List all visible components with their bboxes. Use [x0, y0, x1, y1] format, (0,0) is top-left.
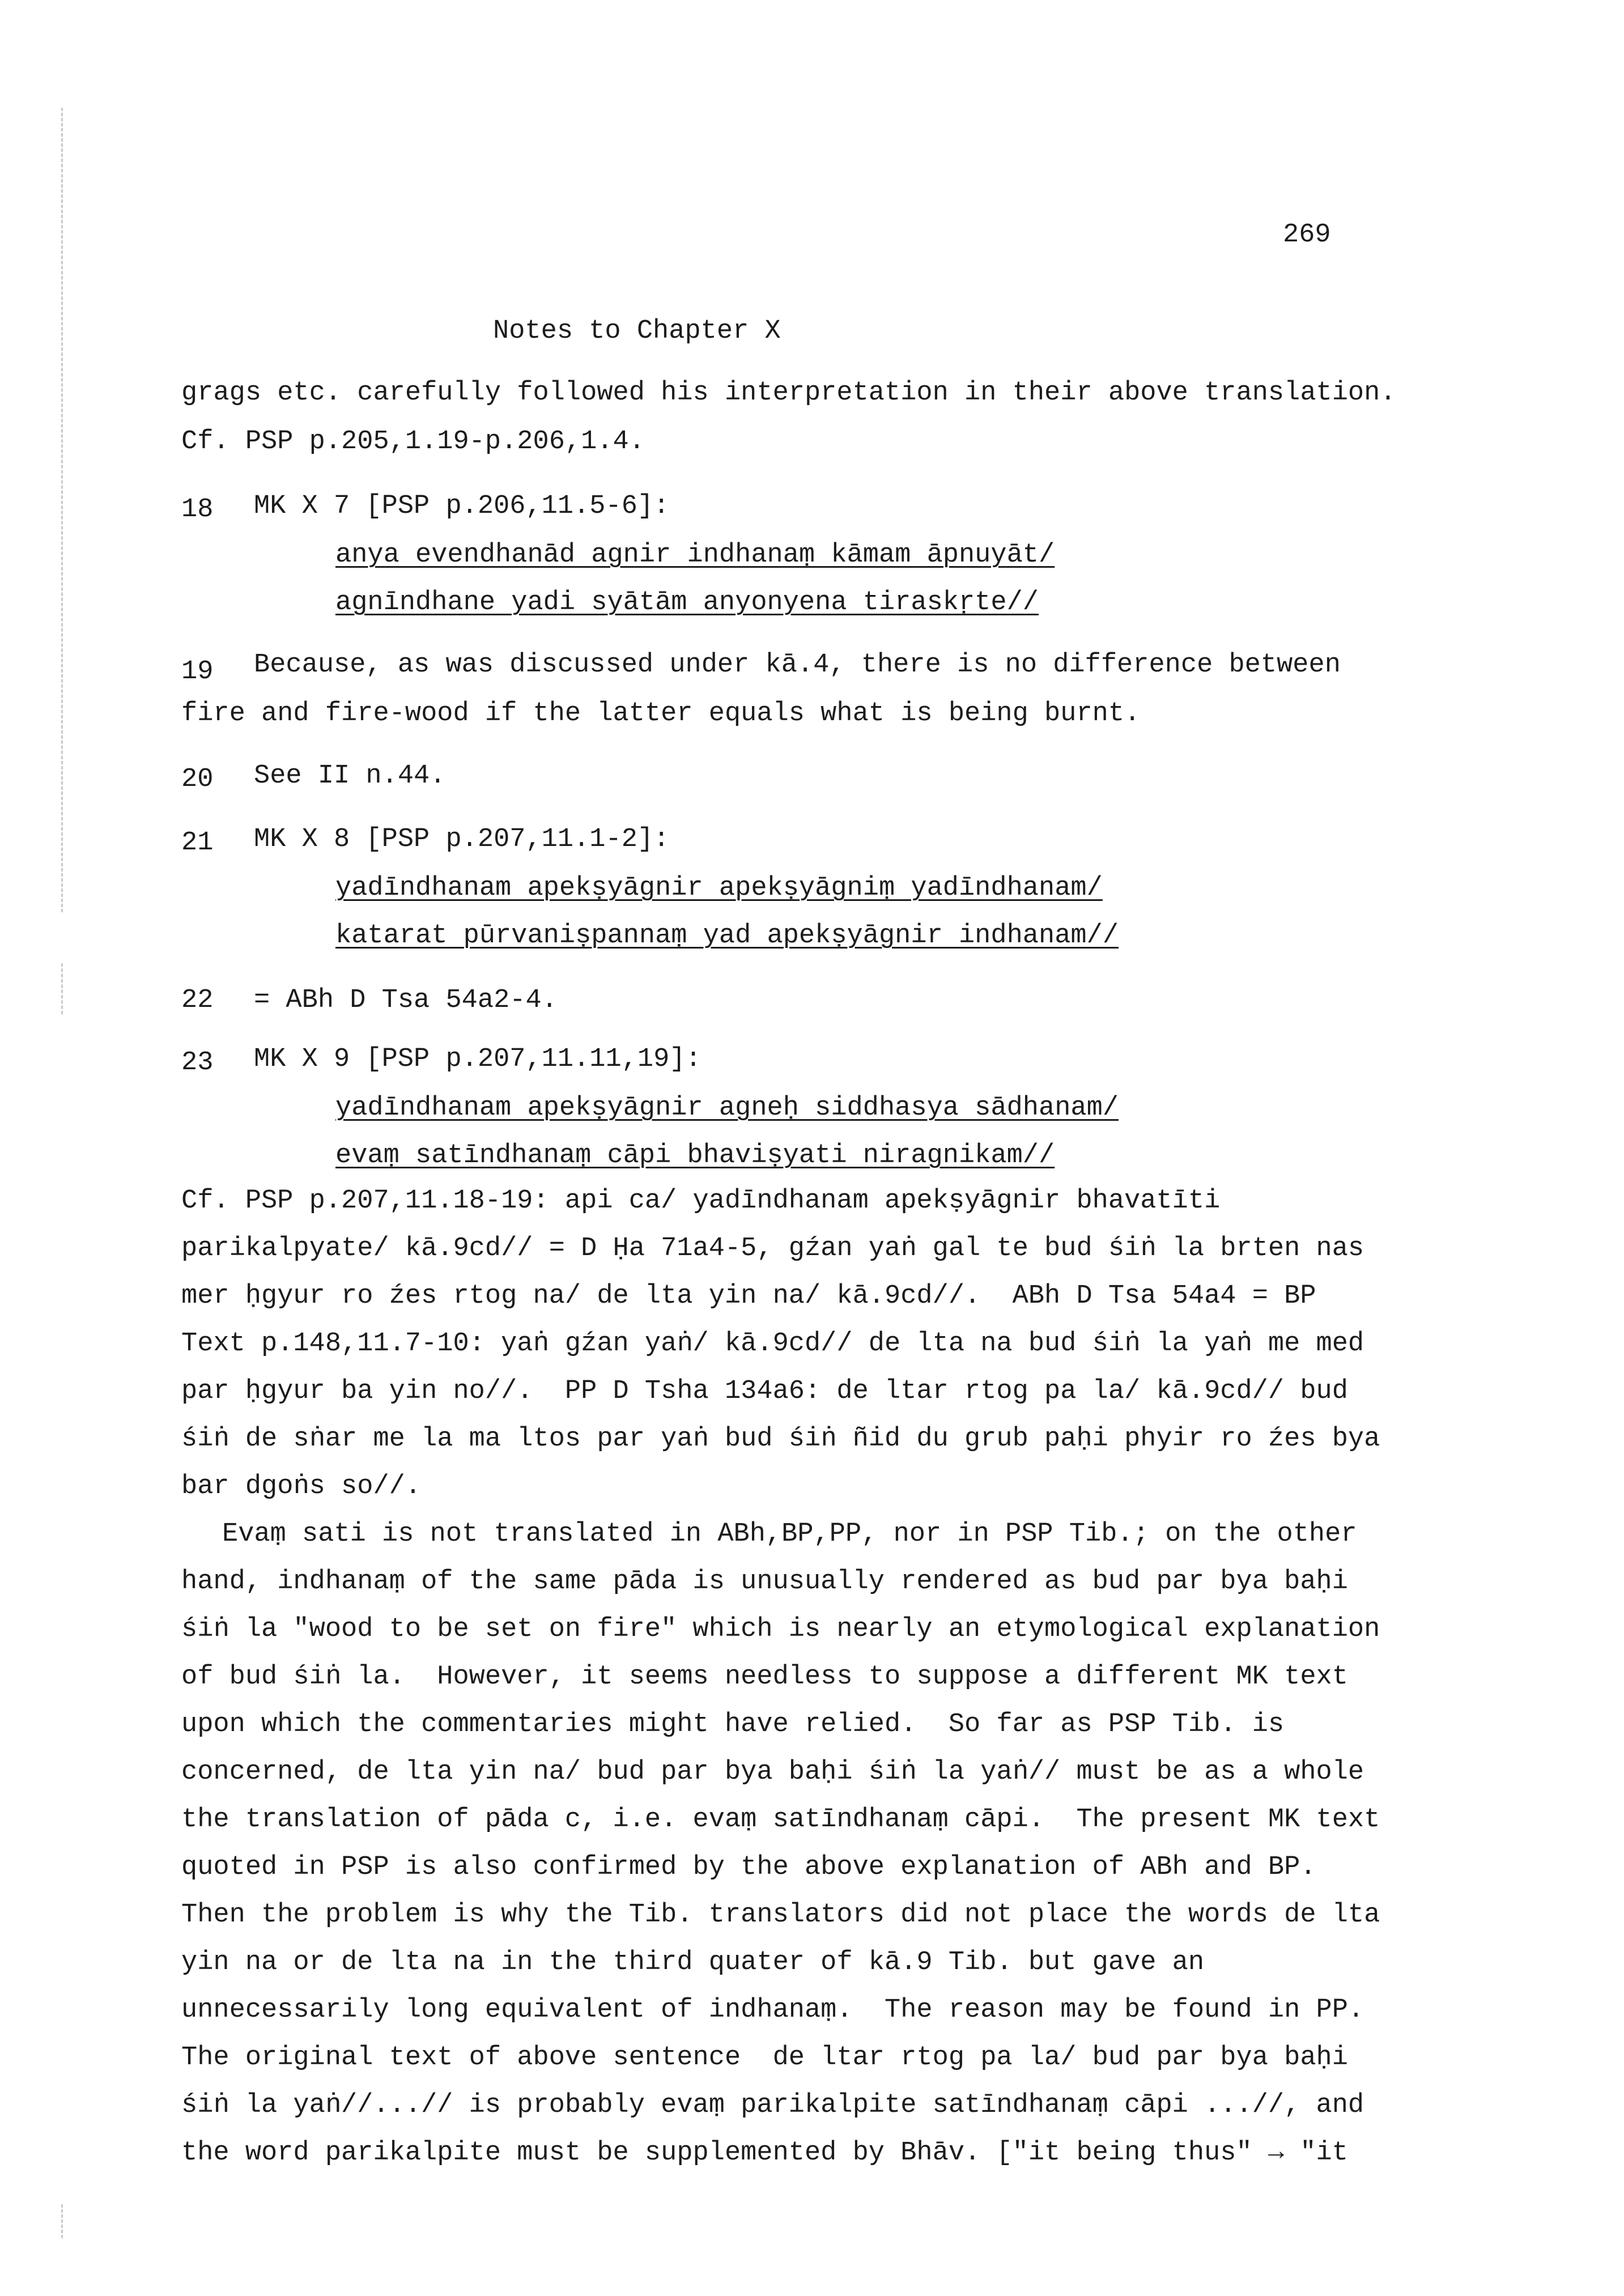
- note-number: 20: [181, 764, 214, 794]
- text-line: parikalpyate/ kā.9cd// = D Ḥa 71a4-5, gźan yaṅ gal te bud śiṅ la brten nas: [181, 1234, 1364, 1264]
- verse-line: yadīndhanam apekṣyāgnir apekṣyāgniṃ yadīndhanam/: [335, 873, 1103, 903]
- text-line: śiṅ la yaṅ//...// is probably evaṃ parikalpite satīndhanaṃ cāpi ...//, and: [181, 2090, 1364, 2120]
- page-heading: Notes to Chapter X: [493, 316, 781, 346]
- note-number: 23: [181, 1048, 214, 1078]
- text-line: the translation of pāda c, i.e. evaṃ satīndhanaṃ cāpi. The present MK text: [181, 1805, 1380, 1835]
- text-line: The original text of above sentence de ltar rtog pa la/ bud par bya baḥi: [181, 2043, 1348, 2073]
- text-line: See II n.44.: [254, 761, 446, 791]
- text-line: Evaṃ sati is not translated in ABh,BP,PP, nor in PSP Tib.; on the other: [222, 1519, 1357, 1549]
- text-line: mer ḥgyur ro źes rtog na/ de lta yin na/ kā.9cd//. ABh D Tsa 54a4 = BP: [181, 1281, 1316, 1311]
- text-line: MK X 9 [PSP p.207,11.11,19]:: [254, 1044, 702, 1074]
- note-number: 21: [181, 828, 214, 858]
- text-line: MK X 7 [PSP p.206,11.5-6]:: [254, 491, 670, 521]
- text-line: = ABh D Tsa 54a2-4.: [254, 985, 558, 1015]
- text-line: Then the problem is why the Tib. translators did not place the words de lta: [181, 1900, 1380, 1930]
- verse-line: anya evendhanād agnir indhanaṃ kāmam āpnuyāt/: [335, 540, 1055, 570]
- verse-line: katarat pūrvaniṣpannaṃ yad apekṣyāgnir indhanam//: [335, 921, 1119, 951]
- verse-line: evaṃ satīndhanaṃ cāpi bhaviṣyati niragnikam//: [335, 1141, 1055, 1171]
- text-line: Cf. PSP p.207,11.18-19: api ca/ yadīndhanam apekṣyāgnir bhavatīti: [181, 1186, 1221, 1216]
- page-number: 269: [1283, 220, 1331, 250]
- text-line: fire and fire-wood if the latter equals what is being burnt.: [181, 699, 1141, 729]
- text-line: hand, indhanaṃ of the same pāda is unusually rendered as bud par bya baḥi: [181, 1567, 1348, 1597]
- text-line: śiṅ la "wood to be set on fire" which is nearly an etymological explanation: [181, 1614, 1380, 1644]
- text-line: upon which the commentaries might have relied. So far as PSP Tib. is: [181, 1710, 1285, 1740]
- text-line: Because, as was discussed under kā.4, there is no difference between: [254, 650, 1341, 680]
- binding-edge-mark: [61, 963, 63, 1014]
- text-line: the word parikalpite must be supplemented by Bhāv. ["it being thus" → "it: [181, 2138, 1348, 2168]
- note-number: 18: [181, 495, 214, 525]
- text-line: unnecessarily long equivalent of indhanaṃ. The reason may be found in PP.: [181, 1995, 1364, 2025]
- text-line: bar dgoṅs so//.: [181, 1472, 422, 1502]
- text-line: śiṅ de sṅar me la ma ltos par yaṅ bud śiṅ ñid du grub paḥi phyir ro źes bya: [181, 1424, 1380, 1454]
- text-line: Text p.148,11.7-10: yaṅ gźan yaṅ/ kā.9cd// de lta na bud śiṅ la yaṅ me med: [181, 1329, 1364, 1359]
- binding-edge-mark: [61, 108, 63, 912]
- text-line: grags etc. carefully followed his interpretation in their above translation.: [181, 378, 1396, 408]
- note-number: 22: [181, 985, 214, 1015]
- binding-edge-mark: [61, 2204, 63, 2238]
- text-line: yin na or de lta na in the third quater of kā.9 Tib. but gave an: [181, 1948, 1205, 1978]
- verse-line: agnīndhane yadi syātām anyonyena tiraskṛte//: [335, 588, 1039, 618]
- text-line: Cf. PSP p.205,1.19-p.206,1.4.: [181, 427, 645, 457]
- text-line: of bud śiṅ la. However, it seems needless to suppose a different MK text: [181, 1662, 1348, 1692]
- note-number: 19: [181, 657, 214, 687]
- text-line: par ḥgyur ba yin no//. PP D Tsha 134a6: de ltar rtog pa la/ kā.9cd// bud: [181, 1376, 1348, 1406]
- text-line: concerned, de lta yin na/ bud par bya baḥi śiṅ la yaṅ// must be as a whole: [181, 1757, 1364, 1787]
- text-line: MK X 8 [PSP p.207,11.1-2]:: [254, 824, 670, 854]
- text-line: quoted in PSP is also confirmed by the above explanation of ABh and BP.: [181, 1852, 1316, 1882]
- verse-line: yadīndhanam apekṣyāgnir agneḥ siddhasya sādhanam/: [335, 1093, 1119, 1123]
